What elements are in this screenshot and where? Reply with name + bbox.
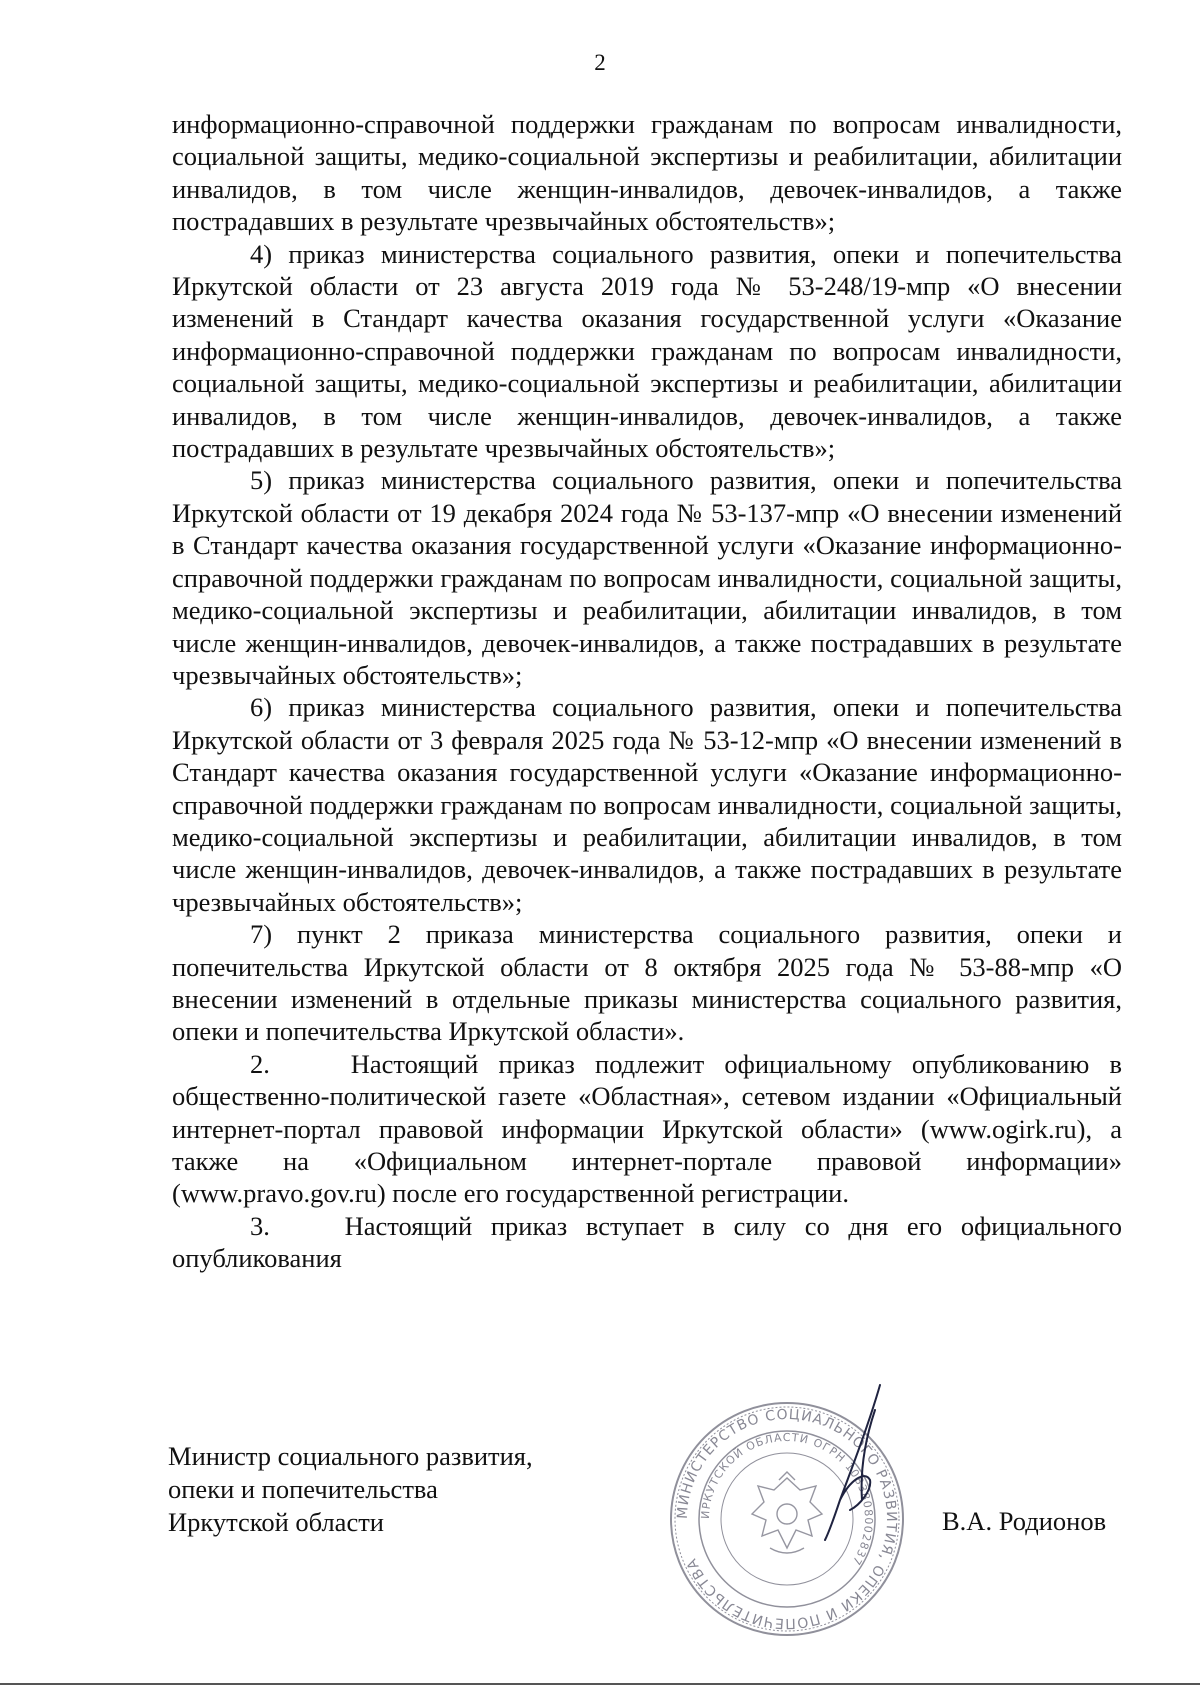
paragraph-continuation: информационно-справочной поддержки гражданам по вопросам инвалидности, социальной защиты, медико-социальной экспертизы и реабилитации, абилитации инвалидов, в том числе женщин-инвалидов, девочек-инвалидов, а также пострадавших в результате чрезвычайных обстоятельств»; — [172, 109, 1122, 237]
signer-position-line: Иркутской области — [168, 1507, 384, 1537]
signer-position-line: Министр социального развития, — [168, 1441, 533, 1471]
order-body — [172, 108, 1129, 1275]
signer-name: В.А. Родионов — [942, 1506, 1107, 1536]
paragraph-item-6: 6) приказ министерства социального развития, опеки и попечительства Иркутской области от 3 февраля 2025 года № 53-12-мпр «О внесении изменений в Стандарт качества оказания государственной услуги «Оказание информационно-справочной поддержки гражданам по вопросам инвалидности, социальной защиты, медико-социальной экспертизы и реабилитации, абилитации инвалидов, в том числе женщин-инвалидов, девочек-инвалидов, а также пострадавших в результате чрезвычайных обстоятельств»; — [172, 692, 1122, 917]
page-number: 2 — [594, 50, 606, 75]
paragraph-item-4: 4) приказ министерства социального развития, опеки и попечительства Иркутской области от 23 августа 2019 года № 53-248/19-мпр «О внесении изменений в Стандарт качества оказания государственной услуги «Оказание информационно-справочной поддержки гражданам по вопросам инвалидности, социальной защиты, медико-социальной экспертизы и реабилитации, абилитации инвалидов, в том числе женщин-инвалидов, девочек-инвалидов, а также пострадавших в результате чрезвычайных обстоятельств»; — [172, 238, 1122, 464]
seal-inner-text: ИРКУТСКОЙ ОБЛАСТИ ОГРН 1083808002837 — [698, 1430, 876, 1568]
paragraph-item-7: 7) пункт 2 приказа министерства социального развития, опеки и попечительства Иркутской области от 8 октября 2025 года № 53-88-мпр «О внесении изменений в отдельные приказы министерства социального развития, опеки и попечительства Иркутской области». — [172, 919, 1122, 1047]
signer-position — [168, 1440, 533, 1539]
handwritten-signature — [810, 1380, 900, 1550]
paragraph-clause-3: 3. Настоящий приказ вступает в силу со дня его официального опубликования — [172, 1210, 1129, 1274]
paragraph-item-5: 5) приказ министерства социального развития, опеки и попечительства Иркутской области от 19 декабря 2024 года № 53-137-мпр «О внесении изменений в Стандарт качества оказания государственной услуги «Оказание информационно-справочной поддержки гражданам по вопросам инвалидности, социальной защиты, медико-социальной экспертизы и реабилитации, абилитации инвалидов, в том числе женщин-инвалидов, девочек-инвалидов, а также пострадавших в результате чрезвычайных обстоятельств»; — [172, 465, 1122, 690]
seal-outer-text: МИНИСТЕРСТВО СОЦИАЛЬНОГО РАЗВИТИЯ, ОПЕКИ И ПОПЕЧИТЕЛЬСТВА — [674, 1406, 900, 1632]
signer-position-line: опеки и попечительства — [168, 1474, 438, 1504]
paragraph-clause-2: 2. Настоящий приказ подлежит официальному опубликованию в общественно-политической газете «Областная», сетевом издании «Официальный интернет-портал правовой информации Иркутской области» (www.ogirk.ru), а также на «Официальном интернет-портале правовой информации» (www.pravo.gov.ru) после его государственной регистрации. — [172, 1048, 1129, 1209]
page-bottom-rule — [0, 1683, 1200, 1685]
